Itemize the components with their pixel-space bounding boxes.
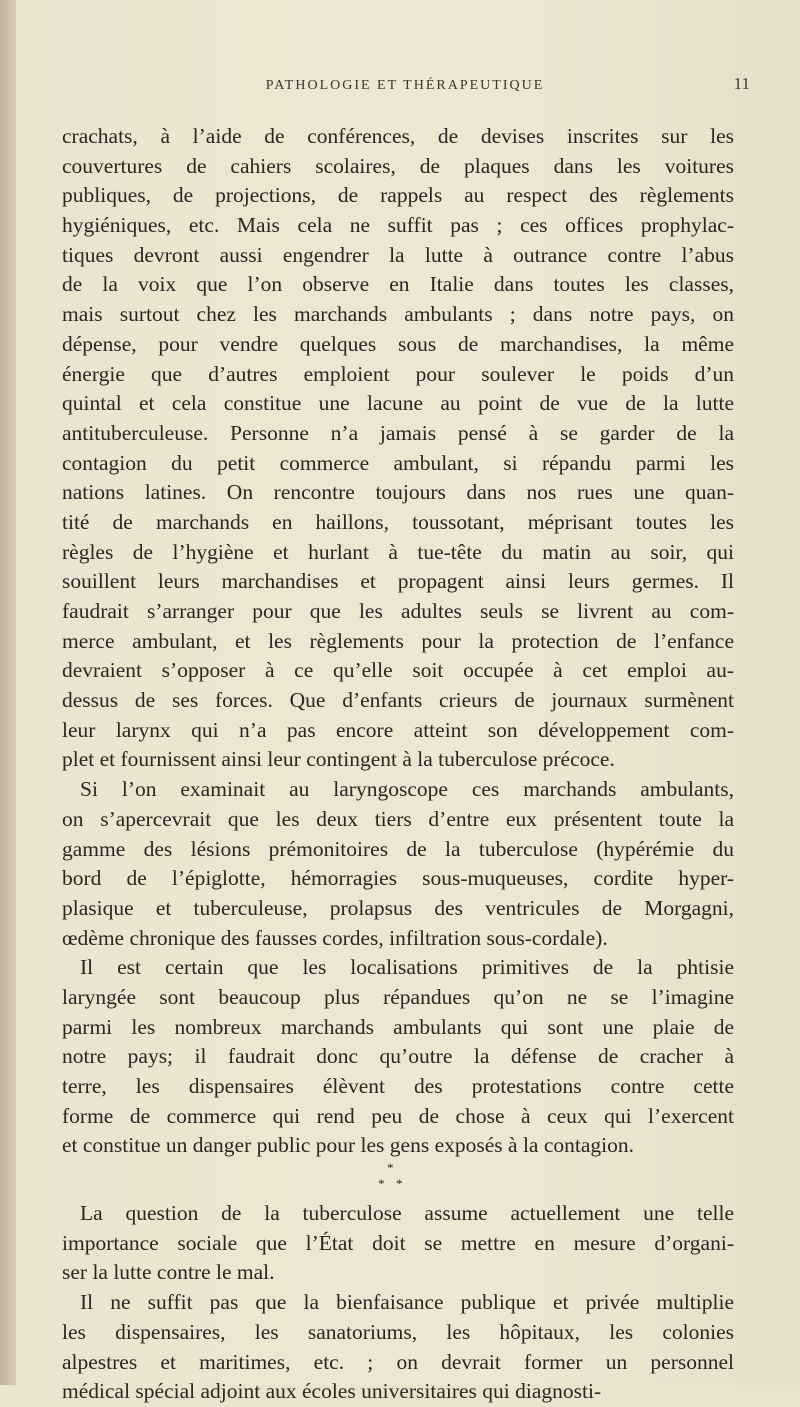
text-line: dépense, pour vendre quelques sous de marchandises, la même xyxy=(62,331,734,356)
text-line: Si l’on examinait au laryngoscope ces marchands ambulants, xyxy=(80,777,734,802)
text-line: La question de la tuberculose assume actuellement une telle xyxy=(80,1201,734,1226)
text-line: importance sociale que l’État doit se mettre en mesure d’organi- xyxy=(62,1230,734,1255)
text-line: faudrait s’arranger pour que les adultes seuls se livrent au com- xyxy=(62,599,734,623)
text-line: mais surtout chez les marchands ambulants ; dans notre pays, on xyxy=(62,302,734,327)
running-head-title: PATHOLOGIE ET THÉRAPEUTIQUE xyxy=(265,78,545,93)
text-line: dessus de ses forces. Que d’enfants crieurs de journaux surmènent xyxy=(62,688,734,713)
text-line: quintal et cela constitue une lacune au point de vue de la lutte xyxy=(62,391,734,416)
text-line: plet et fournissent ainsi leur contingent à la tuberculose précoce. xyxy=(62,747,615,772)
paragraph-4 xyxy=(62,1199,734,1288)
text-line: contagion du petit commerce ambulant, si répandu parmi les xyxy=(62,450,734,475)
page-number: 11 xyxy=(733,74,750,93)
text-line: ser la lutte contre le mal. xyxy=(62,1260,275,1285)
text-line: Il est certain que les localisations primitives de la phtisie xyxy=(80,955,734,980)
text-line: règles de l’hygiène et hurlant à tue-tête du matin au soir, qui xyxy=(62,539,734,564)
text-line: gamme des lésions prémonitoires de la tuberculose (hypérémie du xyxy=(62,836,734,861)
text-line: publiques, de projections, de rappels au respect des règlements xyxy=(62,183,734,208)
text-line: plasique et tuberculeuse, prolapsus des ventricules de Morgagni, xyxy=(62,895,734,920)
text-line: et constitue un danger public pour les gens exposés à la contagion. xyxy=(62,1133,634,1158)
page-gutter-shadow xyxy=(0,0,16,1385)
text-line: bord de l’épiglotte, hémorragies sous-muqueuses, cordite hyper- xyxy=(62,866,734,891)
text-line: nations latines. On rencontre toujours dans nos rues une quan- xyxy=(62,480,734,505)
text-line: couvertures de cahiers scolaires, de plaques dans les voitures xyxy=(62,153,734,178)
text-line: Il ne suffit pas que la bienfaisance publique et privée multiplie xyxy=(80,1290,734,1315)
text-line: œdème chronique des fausses cordes, infiltration sous-cordale). xyxy=(62,925,608,950)
section-separator: * * * xyxy=(378,1160,403,1192)
body-text xyxy=(62,122,734,1407)
text-line: devraient s’opposer à ce qu’elle soit occupée à cet emploi au- xyxy=(62,658,734,683)
running-head xyxy=(60,74,750,100)
text-line: médical spécial adjoint aux écoles universitaires qui diagnosti- xyxy=(62,1379,602,1404)
text-line: terre, les dispensaires élèvent des protestations contre cette xyxy=(62,1074,734,1098)
text-line: hygiéniques, etc. Mais cela ne suffit pas ; ces offices prophylac- xyxy=(62,213,734,238)
text-line: laryngée sont beaucoup plus répandues qu’on ne se l’imagine xyxy=(62,984,734,1009)
text-line: on s’apercevrait que les deux tiers d’entre eux présentent toute la xyxy=(62,806,734,831)
text-line: notre pays; il faudrait donc qu’outre la défense de cracher à xyxy=(62,1044,734,1069)
text-line: les dispensaires, les sanatoriums, les hôpitaux, les colonies xyxy=(62,1319,734,1344)
text-line: forme de commerce qui rend peu de chose à ceux qui l’exercent xyxy=(62,1103,734,1128)
text-line: crachats, à l’aide de conférences, de devises inscrites sur les xyxy=(62,124,734,148)
paragraph-1 xyxy=(62,122,734,775)
text-line: tiques devront aussi engendrer la lutte à outrance contre l’abus xyxy=(62,242,734,267)
text-line: parmi les nombreux marchands ambulants qui sont une plaie de xyxy=(62,1014,734,1039)
text-line: de la voix que l’on observe en Italie dans toutes les classes, xyxy=(62,272,734,297)
text-line: souillent leurs marchandises et propagent ainsi leurs germes. Il xyxy=(62,569,734,594)
paragraph-5 xyxy=(62,1288,734,1407)
paragraph-3 xyxy=(62,953,734,1161)
text-line: leur larynx qui n’a pas encore atteint son développement com- xyxy=(62,717,734,742)
text-line: tité de marchands en haillons, toussotant, méprisant toutes les xyxy=(62,509,734,534)
text-line: antituberculeuse. Personne n’a jamais pensé à se garder de la xyxy=(62,420,734,445)
text-line: alpestres et maritimes, etc. ; on devrait former un personnel xyxy=(62,1349,734,1374)
text-line: merce ambulant, et les règlements pour la protection de l’enfance xyxy=(62,628,734,653)
text-line: énergie que d’autres emploient pour soulever le poids d’un xyxy=(62,361,734,386)
paragraph-2 xyxy=(62,775,734,953)
